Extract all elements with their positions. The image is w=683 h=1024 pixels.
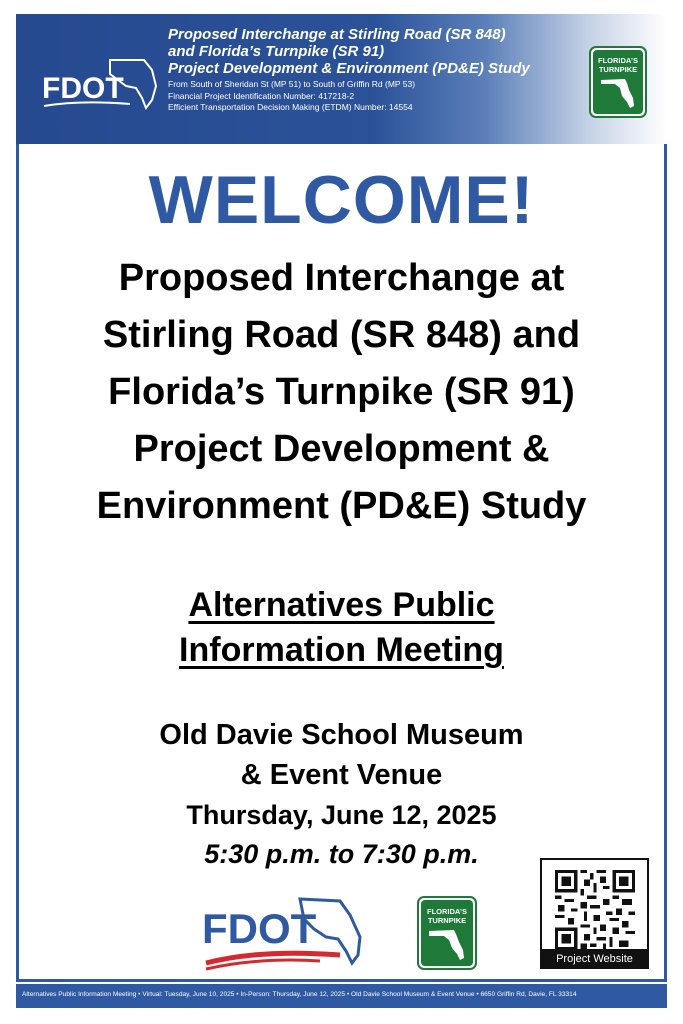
header-title-line3: Project Development & Environment (PD&E) Study	[168, 60, 530, 77]
fdot-logo-text: FDOT	[42, 72, 124, 105]
project-title-line: Environment (PD&E) Study	[96, 485, 587, 527]
turnpike-badge-icon	[589, 46, 647, 118]
project-title-line: Proposed Interchange at	[118, 257, 565, 299]
fdot-logo-icon	[200, 893, 370, 973]
header-title-line2: and Florida’s Turnpike (SR 91)	[168, 43, 385, 60]
meeting-time: 5:30 p.m. to 7:30 p.m.	[204, 839, 479, 869]
badge-text-1: FLORIDA’S	[597, 56, 639, 65]
badge-text-1: FLORIDA’S	[426, 907, 468, 916]
financial-project-id: Financial Project Identification Number: 417218-2	[168, 90, 355, 101]
venue	[0, 715, 683, 795]
venue-line: & Event Venue	[240, 759, 443, 791]
meeting-date: Thursday, June 12, 2025	[186, 800, 497, 830]
header-text	[168, 26, 588, 114]
footer-text: Alternatives Public Information Meeting • Virtual: Tuesday, June 10, 2025 • In-Person: Thursday, June 12, 2025 • Old Davie School Museum & Event Venue • 6650 Griffin Rd, Davie, FL 33314	[22, 991, 577, 998]
header-banner	[16, 14, 667, 144]
welcome-heading: WELCOME!	[148, 162, 535, 238]
project-title-line: Project Development &	[133, 428, 550, 470]
fdot-logo-icon	[40, 56, 160, 112]
project-title-line: Florida’s Turnpike (SR 91)	[108, 371, 575, 413]
meeting-title	[0, 583, 683, 673]
project-title	[0, 250, 683, 535]
etdm-number: Efficient Transportation Decision Making (ETDM) Number: 14554	[168, 102, 413, 112]
project-title-line: Stirling Road (SR 848) and	[102, 314, 581, 356]
qr-label[interactable]: Project Website	[540, 949, 649, 969]
meeting-title-line: Alternatives Public	[188, 586, 495, 624]
project-limits: From South of Sheridan St (MP 51) to South of Griffin Rd (MP 53)	[168, 79, 416, 89]
turnpike-badge-icon	[417, 896, 477, 970]
meeting-title-line: Information Meeting	[179, 631, 504, 669]
fdot-logo-text: FDOT	[202, 905, 317, 952]
header-title-line1: Proposed Interchange at Stirling Road (SR 848)	[168, 26, 506, 43]
badge-text-2: TURNPIKE	[427, 916, 467, 925]
project-website-qr[interactable]	[540, 858, 649, 969]
venue-line: Old Davie School Museum	[159, 719, 524, 751]
qr-code-icon	[555, 870, 635, 950]
badge-text-2: TURNPIKE	[598, 65, 638, 74]
